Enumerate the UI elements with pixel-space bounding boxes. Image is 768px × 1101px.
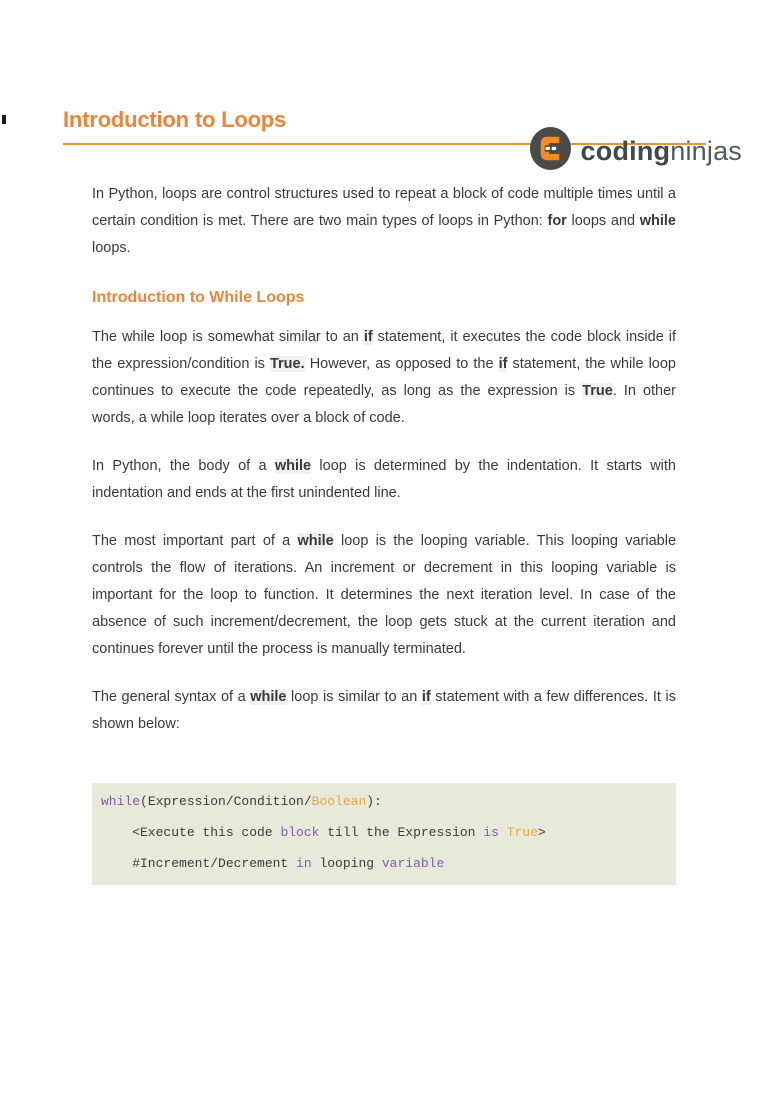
codingninjas-logo (529, 126, 742, 176)
paragraph-general-syntax: The general syntax of a while loop is similar to an if statement with a few differences. It is shown below: (92, 689, 676, 732)
paragraph-while-indentation: In Python, the body of a while loop is determined by the indentation. It starts with indentation and ends at the first unindented line. (92, 458, 676, 501)
document-body (92, 181, 676, 885)
codingninjas-logo-icon (529, 126, 572, 176)
code-line: #Increment/Decrement in looping variable (101, 856, 445, 871)
paragraph-loops-intro: In Python, loops are control structures used to repeat a block of code multiple times until a certain condition is met. There are two main types of loops in Python: for loops and while loops. (92, 186, 676, 256)
code-line: while(Expression/Condition/Boolean): (101, 794, 382, 809)
paragraph-looping-variable: The most important part of a while loop is the looping variable. This looping variable controls the flow of iterations. An increment or decrement in this looping variable is important for the loop to function. It determines the next iteration level. In case of the absence of such increment/decrement, the loop gets stuck at the current iteration and continues forever until the process is manually terminated. (92, 533, 677, 657)
section-heading-while-loops: Introduction to While Loops (92, 289, 305, 306)
codingninjas-logo-text (581, 136, 742, 167)
logo-word-ninjas: ninjas (670, 135, 742, 166)
paragraph-while-vs-if: The while loop is somewhat similar to an if statement, it executes the code block inside if the expression/condition is True. However, as opposed to the if statement, the while loop continues to execute the code repeatedly, as long as the expression is True. In other words, a while loop iterates over a block of code. (92, 329, 676, 426)
page-corner-mark (2, 115, 6, 124)
logo-word-coding: coding (580, 135, 671, 166)
code-line: <Execute this code block till the Expression is True> (101, 825, 546, 840)
code-block-while-syntax (92, 783, 676, 885)
page-title: Introduction to Loops (63, 107, 287, 132)
